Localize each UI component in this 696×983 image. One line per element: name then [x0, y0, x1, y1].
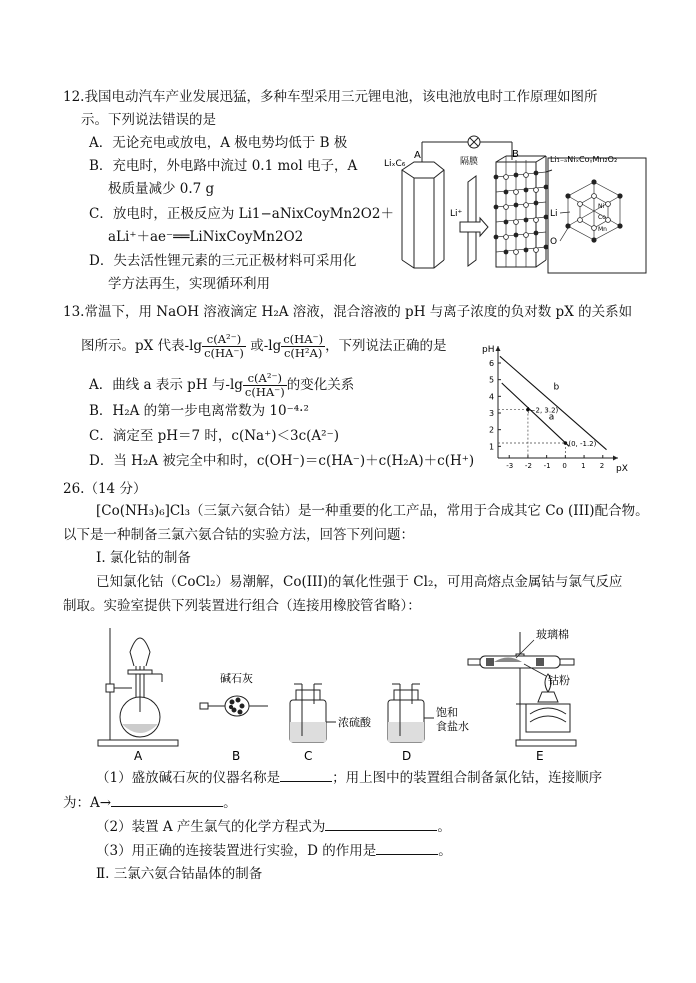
apparatus-diagram — [90, 622, 590, 762]
q13-stem-line2 — [81, 333, 447, 360]
mn-label: Mn — [598, 226, 607, 233]
fraction-numerator: c(HA⁻) — [283, 332, 324, 346]
label-a: A — [134, 749, 143, 763]
q12-option-d-line2: 学方法再生，实现循环利用 — [108, 276, 270, 292]
co-label: Co — [598, 214, 606, 221]
section-2-title: Ⅱ. 三氯六氨合钴晶体的制备 — [96, 866, 263, 882]
apparatus-a — [98, 628, 178, 746]
x-tick-label: 2 — [599, 462, 605, 470]
label-e: E — [536, 749, 544, 763]
label-b: B — [232, 749, 241, 763]
fraction-ha-over-h2a — [281, 333, 325, 360]
glass-wool-label: 玻璃棉 — [536, 628, 569, 641]
y-tick-label: 1 — [489, 442, 495, 452]
point-label: (−2, 3.2) — [526, 406, 559, 415]
sub3-text-b: 。 — [438, 843, 452, 859]
q12-option-b-line1: B．充电时，外电路中流过 0.1 mol 电子，A — [89, 158, 358, 174]
y-tick-label: 2 — [489, 425, 495, 435]
fraction-denominator: c(HA⁻) — [204, 346, 244, 360]
x-tick-label: -1 — [543, 462, 551, 470]
q13-stem-part1: 图所示。pX 代表-lg — [81, 338, 203, 354]
q26-para2-line1: 已知氯化钴（CoCl₂）易潮解，Co(III)的氧化性强于 Cl₂，可用高熔点金属钴与氯气反应 — [96, 574, 623, 590]
y-tick-label: 6 — [489, 359, 495, 368]
y-tick-label: 4 — [489, 392, 495, 402]
sub1-text-b: ；用上图中的装置组合制备氯化钴，连接顺序 — [332, 770, 603, 786]
q26-para1-line1: [Co(NH₃)₆]Cl₃（三氯六氨合钴）是一种重要的化工产品，常用于合成其它 Co (III)配合物。 — [96, 503, 649, 519]
brine-label-1: 饱和 — [436, 706, 458, 719]
sub3-text-a: （3）用正确的连接装置进行实验，D 的作用是 — [96, 843, 377, 859]
fraction-numerator: c(A²⁻) — [202, 333, 246, 347]
q12-stem-line2: 示。下列说法错误的是 — [81, 112, 216, 128]
membrane — [468, 176, 476, 266]
cobalt-powder-label: 钴粉 — [548, 674, 570, 687]
apparatus-d-wash-bottle — [388, 684, 434, 742]
series-label-b: b — [553, 382, 560, 393]
q12-option-d-line1: D．失去活性锂元素的三元正极材料可采用化 — [89, 253, 357, 269]
apparatus-e-combustion — [468, 632, 576, 746]
answer-blank-2[interactable] — [111, 793, 223, 807]
y-axis-label: pH — [482, 345, 495, 355]
q26-sub3 — [96, 841, 452, 860]
x-axis-arrow-icon — [613, 456, 618, 461]
q26-para2-line2: 制取。实验室提供下列装置进行组合（连接用橡胶管省略）： — [63, 598, 421, 614]
q12-stem-line1: 12.我国电动汽车产业发展迅猛，多种车型采用三元锂电池，该电池放电时工作原理如图所 — [63, 89, 598, 105]
section-1-title: Ⅰ. 氯化钴的制备 — [96, 550, 191, 566]
q12-option-c-line2: aLi⁺＋ae⁻══LiNixCoyMn2O2 — [108, 229, 304, 245]
q26-sub1-line2 — [63, 793, 237, 812]
q13-option-a-text2: 的变化关系 — [286, 377, 355, 393]
series-label-a: a — [548, 412, 555, 423]
inset-box — [548, 158, 646, 273]
q26-heading: 26.（14 分） — [63, 481, 147, 497]
series-line-b — [500, 356, 607, 449]
fraction-a2-over-ha — [202, 333, 246, 360]
electrode-b-label: B — [512, 149, 519, 160]
q13-option-c: C．滴定至 pH＝7 时，c(Na⁺)＜3c(A²⁻) — [89, 428, 339, 444]
y-axis-arrow-icon — [496, 346, 501, 351]
y-tick-label: 3 — [489, 409, 495, 418]
q13-option-a — [89, 372, 354, 399]
answer-blank-3[interactable] — [325, 817, 437, 831]
q13-option-b: B．H₂A 的第一步电离常数为 10⁻⁴·² — [89, 403, 309, 419]
anode-prism — [402, 162, 444, 268]
q13-stem-line1: 13.常温下，用 NaOH 溶液滴定 H₂A 溶液，混合溶液的 pH 与离子浓度的负对数 pX 的关系如 — [63, 304, 633, 320]
fraction-denominator: c(H²A) — [283, 346, 323, 360]
label-c: C — [304, 749, 313, 763]
q12-option-a: A．无论充电或放电，A 极电势均低于 B 极 — [89, 135, 348, 151]
q26-sub1-line1 — [96, 768, 602, 787]
membrane-label: 隔膜 — [460, 157, 479, 167]
q26-sub2 — [96, 817, 451, 836]
sub1-text-c: 为：A→ — [63, 795, 112, 811]
conc-acid-label: 浓硫酸 — [338, 716, 371, 729]
sub1-text-d: 。 — [223, 795, 237, 811]
ph-px-chart — [476, 340, 626, 475]
q12-option-c-line1: C．放电时，正极反应为 Li1−aNixCoyMn2O2＋ — [89, 206, 394, 222]
sub2-text-a: （2）装置 A 产生氯气的化学方程式为 — [96, 819, 326, 835]
x-tick-label: -2 — [524, 462, 532, 470]
lic6-label: LiₓC₆ — [384, 159, 406, 169]
sub1-text-a: （1）盛放碱石灰的仪器名称是 — [96, 770, 281, 786]
q13-stem-part3: ，下列说法正确的是 — [325, 338, 447, 354]
x-tick-label: 0 — [562, 462, 567, 470]
fraction-denominator: c(HA⁻) — [244, 385, 285, 399]
point-label: (0, -1.2) — [568, 440, 597, 448]
data-point — [564, 441, 568, 445]
q13-stem-part2: 或-lg — [250, 338, 282, 354]
x-axis-label: pX — [616, 464, 628, 474]
answer-blank-1[interactable] — [280, 768, 332, 782]
x-tick-label: -3 — [506, 462, 514, 470]
label-d: D — [402, 749, 412, 763]
soda-lime-label: 碱石灰 — [220, 672, 253, 685]
ni-label: Ni — [598, 203, 605, 210]
li-label: Li — [550, 209, 558, 219]
electrode-a-label: A — [414, 150, 421, 161]
sub2-text-b: 。 — [437, 819, 451, 835]
q26-para1-line2: 以下是一种制备三氯六氨合钴的实验方法，回答下列问题： — [63, 527, 414, 543]
fraction-numerator: c(A²⁻) — [243, 372, 287, 386]
answer-blank-4[interactable] — [376, 841, 438, 855]
o-label: O — [550, 237, 558, 247]
battery-diagram — [380, 132, 650, 277]
fraction-option-a — [243, 372, 287, 399]
y-tick-label: 5 — [489, 375, 495, 385]
q12-option-b-line2: 极质量减少 0.7 g — [108, 181, 215, 197]
q13-option-a-text1: A．曲线 a 表示 pH 与-lg — [89, 377, 243, 393]
q13-option-d: D．当 H₂A 被完全中和时，c(OH⁻)＝c(HA⁻)＋c(H₂A)＋c(H⁺) — [89, 453, 475, 469]
cathode-lattice — [494, 156, 549, 267]
apparatus-b-drying-tube — [200, 696, 268, 716]
cathode-formula: Li₁₋ₐNiₓCoᵧMn₂O₂ — [550, 155, 618, 164]
x-tick-label: 1 — [581, 462, 586, 470]
li-ion-label: Li⁺ — [450, 209, 463, 219]
brine-label-2: 食盐水 — [436, 720, 469, 733]
apparatus-c-wash-bottle — [290, 684, 336, 742]
